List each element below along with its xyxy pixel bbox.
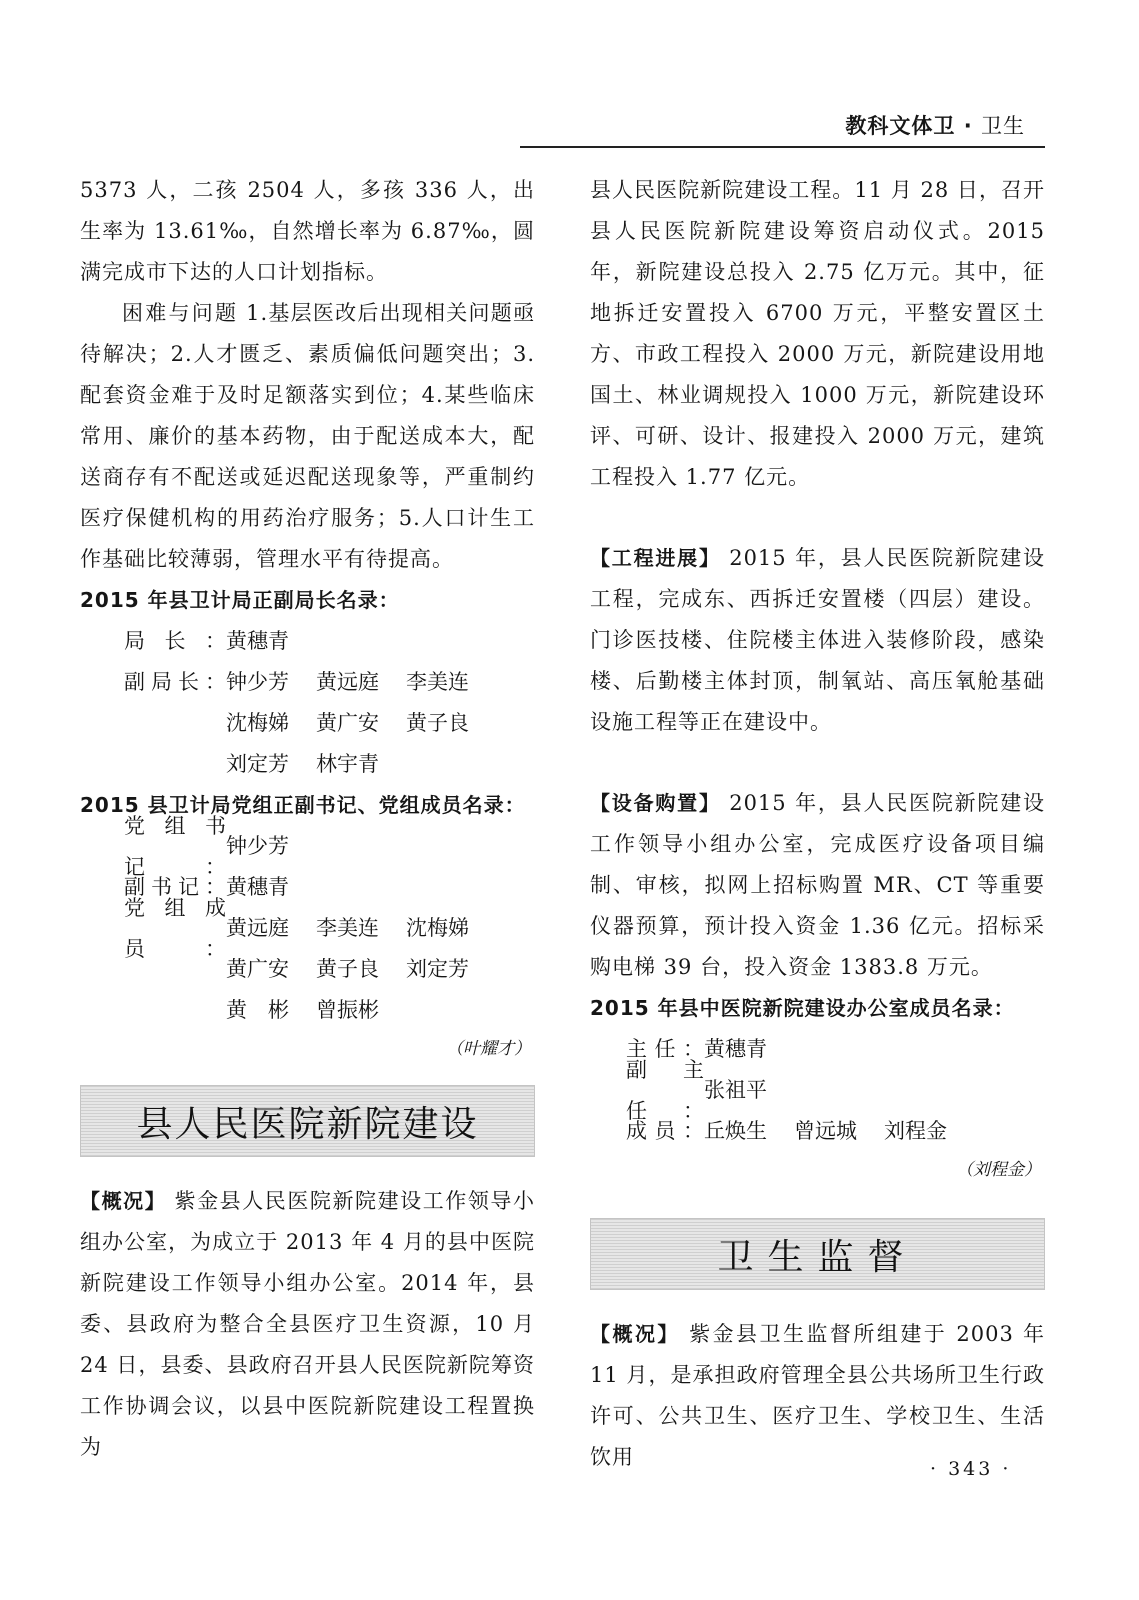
progress-tag: 【工程进展】 [590,546,721,570]
header-label [845,110,1025,140]
roster-name: 黄广安 [316,711,379,735]
spacer [590,743,1045,783]
roster-row [80,662,535,703]
left-para-population: 5373 人，二孩 2504 人，多孩 336 人，出生率为 13.61‰，自然增长率为 6.87‰，圆满完成市下达的人口计划指标。 [80,178,535,284]
roster-name: 黄 彬 [226,998,289,1022]
roster-name: 黄穗青 [226,629,289,653]
roster-name: 黄穗青 [226,875,289,899]
roster-row [80,813,535,879]
roster1 [80,621,535,785]
page-number: · 343 · [930,1458,1012,1480]
section-title-text: 卫生监督 [717,1236,918,1278]
right-para-equipment [590,783,1045,988]
roster-name: 黄远庭 [226,916,289,940]
roster-row [80,744,535,785]
running-header [520,100,1045,148]
roster-row [80,990,535,1031]
section-title-hospital [80,1085,535,1157]
overview-tag: 【概况】 [80,1189,167,1213]
problems-text: 1.基层医改后出现相关问题亟待解决；2.人才匮乏、素质偏低问题突出；3.配套资金难于及时足额落实到位；4.某些临床常用、廉价的基本药物，由于配送成本大，配送商存有不配送或延迟配送现象等，严重制约医疗保健机构的用药治疗服务；5.人口计生工作基础比较薄弱，管理水平有待提高。 [80,301,535,571]
roster-role: 主任： [626,1037,704,1061]
roster1-title: 2015 年县卫计局正副局长名录： [80,588,400,612]
left-credit: （叶耀才） [446,1039,531,1059]
spacer [590,498,1045,538]
roster-name: 钟少芳 [226,834,289,858]
roster-name: 刘定芳 [406,957,469,981]
roster-name: 曾振彬 [316,998,379,1022]
roster-role: 成员： [626,1119,704,1143]
roster-name: 刘定芳 [226,752,289,776]
roster-role: 党组书记： [124,813,226,879]
roster-name: 张祖平 [704,1078,767,1102]
roster-role: 副局长： [124,670,226,694]
right-credit: （刘程金） [956,1160,1041,1180]
header-separator: · [963,114,973,138]
roster-role: 副书记： [124,875,226,899]
roster-name: 沈梅娣 [226,711,289,735]
right-para-overview [590,1314,1045,1478]
roster-name: 黄穗青 [704,1037,767,1061]
roster-name: 丘焕生 [704,1119,767,1143]
section-title-supervision [590,1218,1045,1290]
roster-name: 黄子良 [406,711,469,735]
roster-role: 党组成员： [124,895,226,961]
right-column [590,170,1045,1478]
overview-text: 紫金县人民医院新院建设工作领导小组办公室，为成立于 2013 年 4 月的县中医院新院建设工作领导小组办公室。2014 年，县委、县政府为整合全县医疗卫生资源，10 月 24 日，县委、县政府召开县人民医院新院筹资工作协调会议，以县中医院新院建设工程置换为 [80,1189,535,1459]
header-subsection: 卫生 [981,114,1025,138]
section-title-text: 县人民医院新院建设 [136,1103,479,1145]
roster-role: 副主任： [626,1057,704,1123]
roster-name: 林宇青 [316,752,379,776]
overview-tag: 【概况】 [590,1322,680,1346]
left-column [80,170,535,1468]
problems-heading: 困难与问题 [122,301,239,325]
left-para-problems [80,293,535,580]
roster-name: 沈梅娣 [406,916,469,940]
roster-name: 黄子良 [316,957,379,981]
equipment-tag: 【设备购置】 [590,791,721,815]
progress-text: 2015 年，县人民医院新院建设工程，完成东、西拆迁安置楼（四层）建设。门诊医技楼、住院楼主体进入装修阶段，感染楼、后勤楼主体封顶，制氧站、高压氧舱基础设施工程等正在建设中。 [590,546,1045,734]
roster3-title: 2015 年县中医院新院建设办公室成员名录： [590,996,1015,1020]
roster-row [590,1057,1045,1123]
roster-name: 曾远城 [794,1119,857,1143]
roster3 [590,1029,1045,1152]
roster-name: 李美连 [316,916,379,940]
roster-name: 刘程金 [884,1119,947,1143]
header-rule [520,146,1045,148]
roster-name: 黄远庭 [316,670,379,694]
roster-name: 李美连 [406,670,469,694]
roster-row [80,621,535,662]
roster-role: 局长： [124,629,226,653]
header-section: 教科文体卫 [845,114,956,138]
left-para-overview [80,1181,535,1468]
roster-name: 钟少芳 [226,670,289,694]
roster-name: 黄广安 [226,957,289,981]
right-para-progress [590,538,1045,743]
right-para-investment: 县人民医院新院建设工程。11 月 28 日，召开县人民医院新院建设筹资启动仪式。2015 年，新院建设总投入 2.75 亿万元。其中，征地拆迁安置投入 6700 万元，平整安置区土方、市政工程投入 2000 万元，新院建设用地国土、林业调规投入 1000 万元，新院建设环评、可研、设计、报建投入 2000 万元，建筑工程投入 1.77 亿元。 [590,178,1045,489]
roster-row [80,703,535,744]
roster-row [590,1111,1045,1152]
overview-text: 紫金县卫生监督所组建于 2003 年 11 月，是承担政府管理全县公共场所卫生行政许可、公共卫生、医疗卫生、学校卫生、生活饮用 [590,1322,1046,1469]
roster2 [80,813,535,1031]
equipment-text: 2015 年，县人民医院新院建设工作领导小组办公室，完成医疗设备项目编制、审核，拟网上招标购置 MR、CT 等重要仪器预算，预计投入资金 1.36 亿元。招标采购电梯 39 台，投入资金 1383.8 万元。 [590,791,1045,979]
roster2-title: 2015 县卫计局党组正副书记、党组成员名录： [80,793,526,817]
roster-row [80,895,535,961]
